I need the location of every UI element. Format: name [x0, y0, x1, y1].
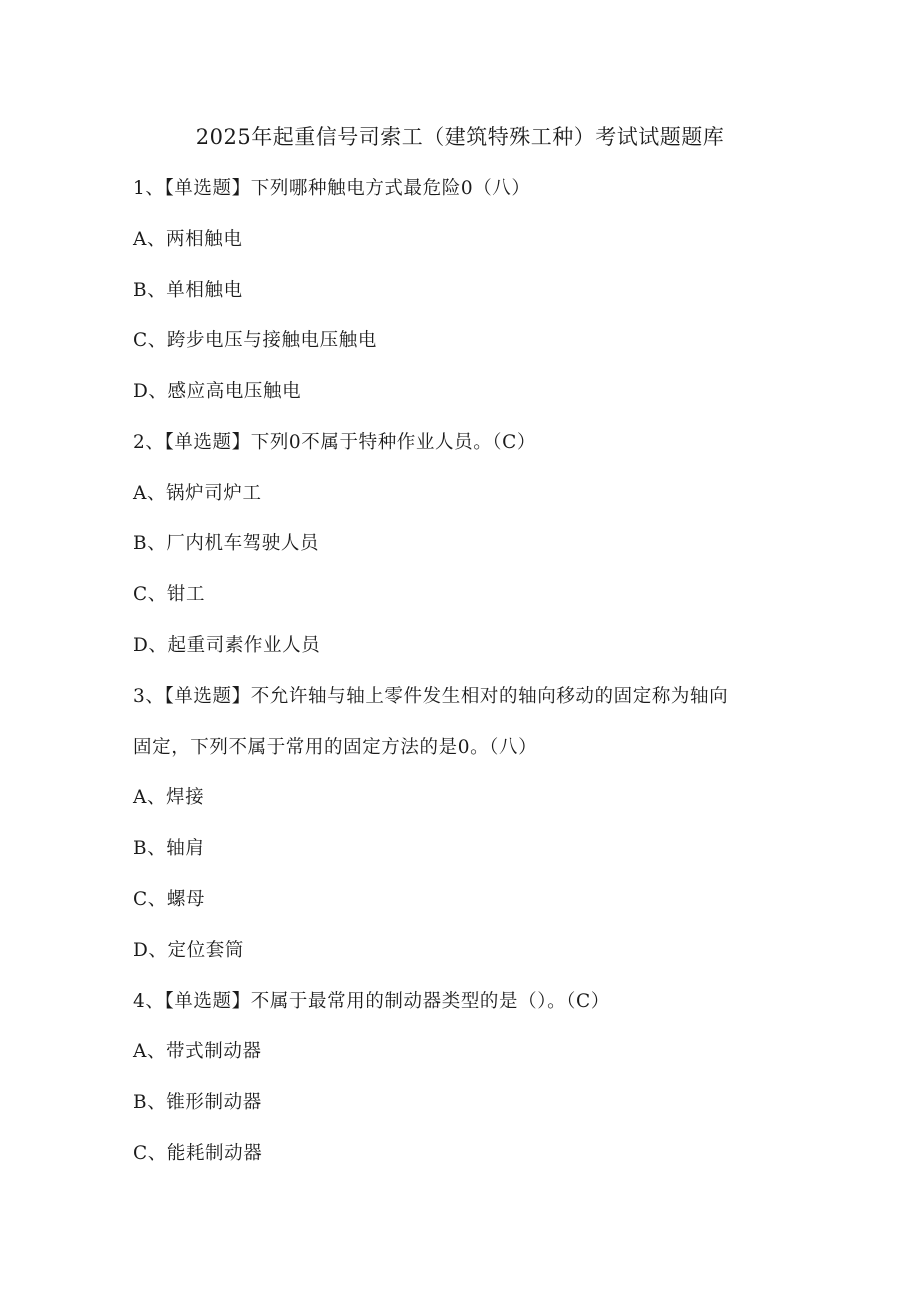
question-4-stem: 4、【单选题】不属于最常用的制动器类型的是（）。（C）: [133, 991, 610, 1012]
question-3-option-a: A、焊接: [133, 787, 205, 808]
question-1-option-c: C、跨步电压与接触电压触电: [133, 330, 377, 351]
question-1-option-d: D、感应高电压触电: [133, 381, 302, 402]
question-3-option-c: C、螺母: [133, 889, 206, 910]
question-3-option-d: D、定位套筒: [133, 940, 244, 961]
question-2-option-d: D、起重司素作业人员: [133, 635, 321, 656]
question-1-option-b: B、单相触电: [133, 280, 243, 301]
document-title: 2025年起重信号司索工（建筑特殊工种）考试试题题库: [195, 125, 725, 149]
question-3-stem-continued: 固定，下列不属于常用的固定方法的是0。（八）: [133, 737, 538, 758]
question-2-stem: 2、【单选题】下列0不属于特种作业人员。（C）: [133, 432, 536, 453]
question-2-option-b: B、厂内机车驾驶人员: [133, 533, 320, 554]
question-4-option-a: A、带式制动器: [133, 1041, 262, 1062]
question-4-option-b: B、锥形制动器: [133, 1092, 262, 1113]
question-3-stem: 3、【单选题】不允许轴与轴上零件发生相对的轴向移动的固定称为轴向: [133, 686, 729, 707]
question-2-option-c: C、钳工: [133, 584, 206, 605]
question-1-stem: 1、【单选题】下列哪种触电方式最危险0（八）: [133, 178, 531, 199]
question-4-option-c: C、能耗制动器: [133, 1143, 263, 1164]
question-2-option-a: A、锅炉司炉工: [133, 483, 262, 504]
question-3-option-b: B、轴肩: [133, 838, 205, 859]
question-1-option-a: A、两相触电: [133, 229, 243, 250]
